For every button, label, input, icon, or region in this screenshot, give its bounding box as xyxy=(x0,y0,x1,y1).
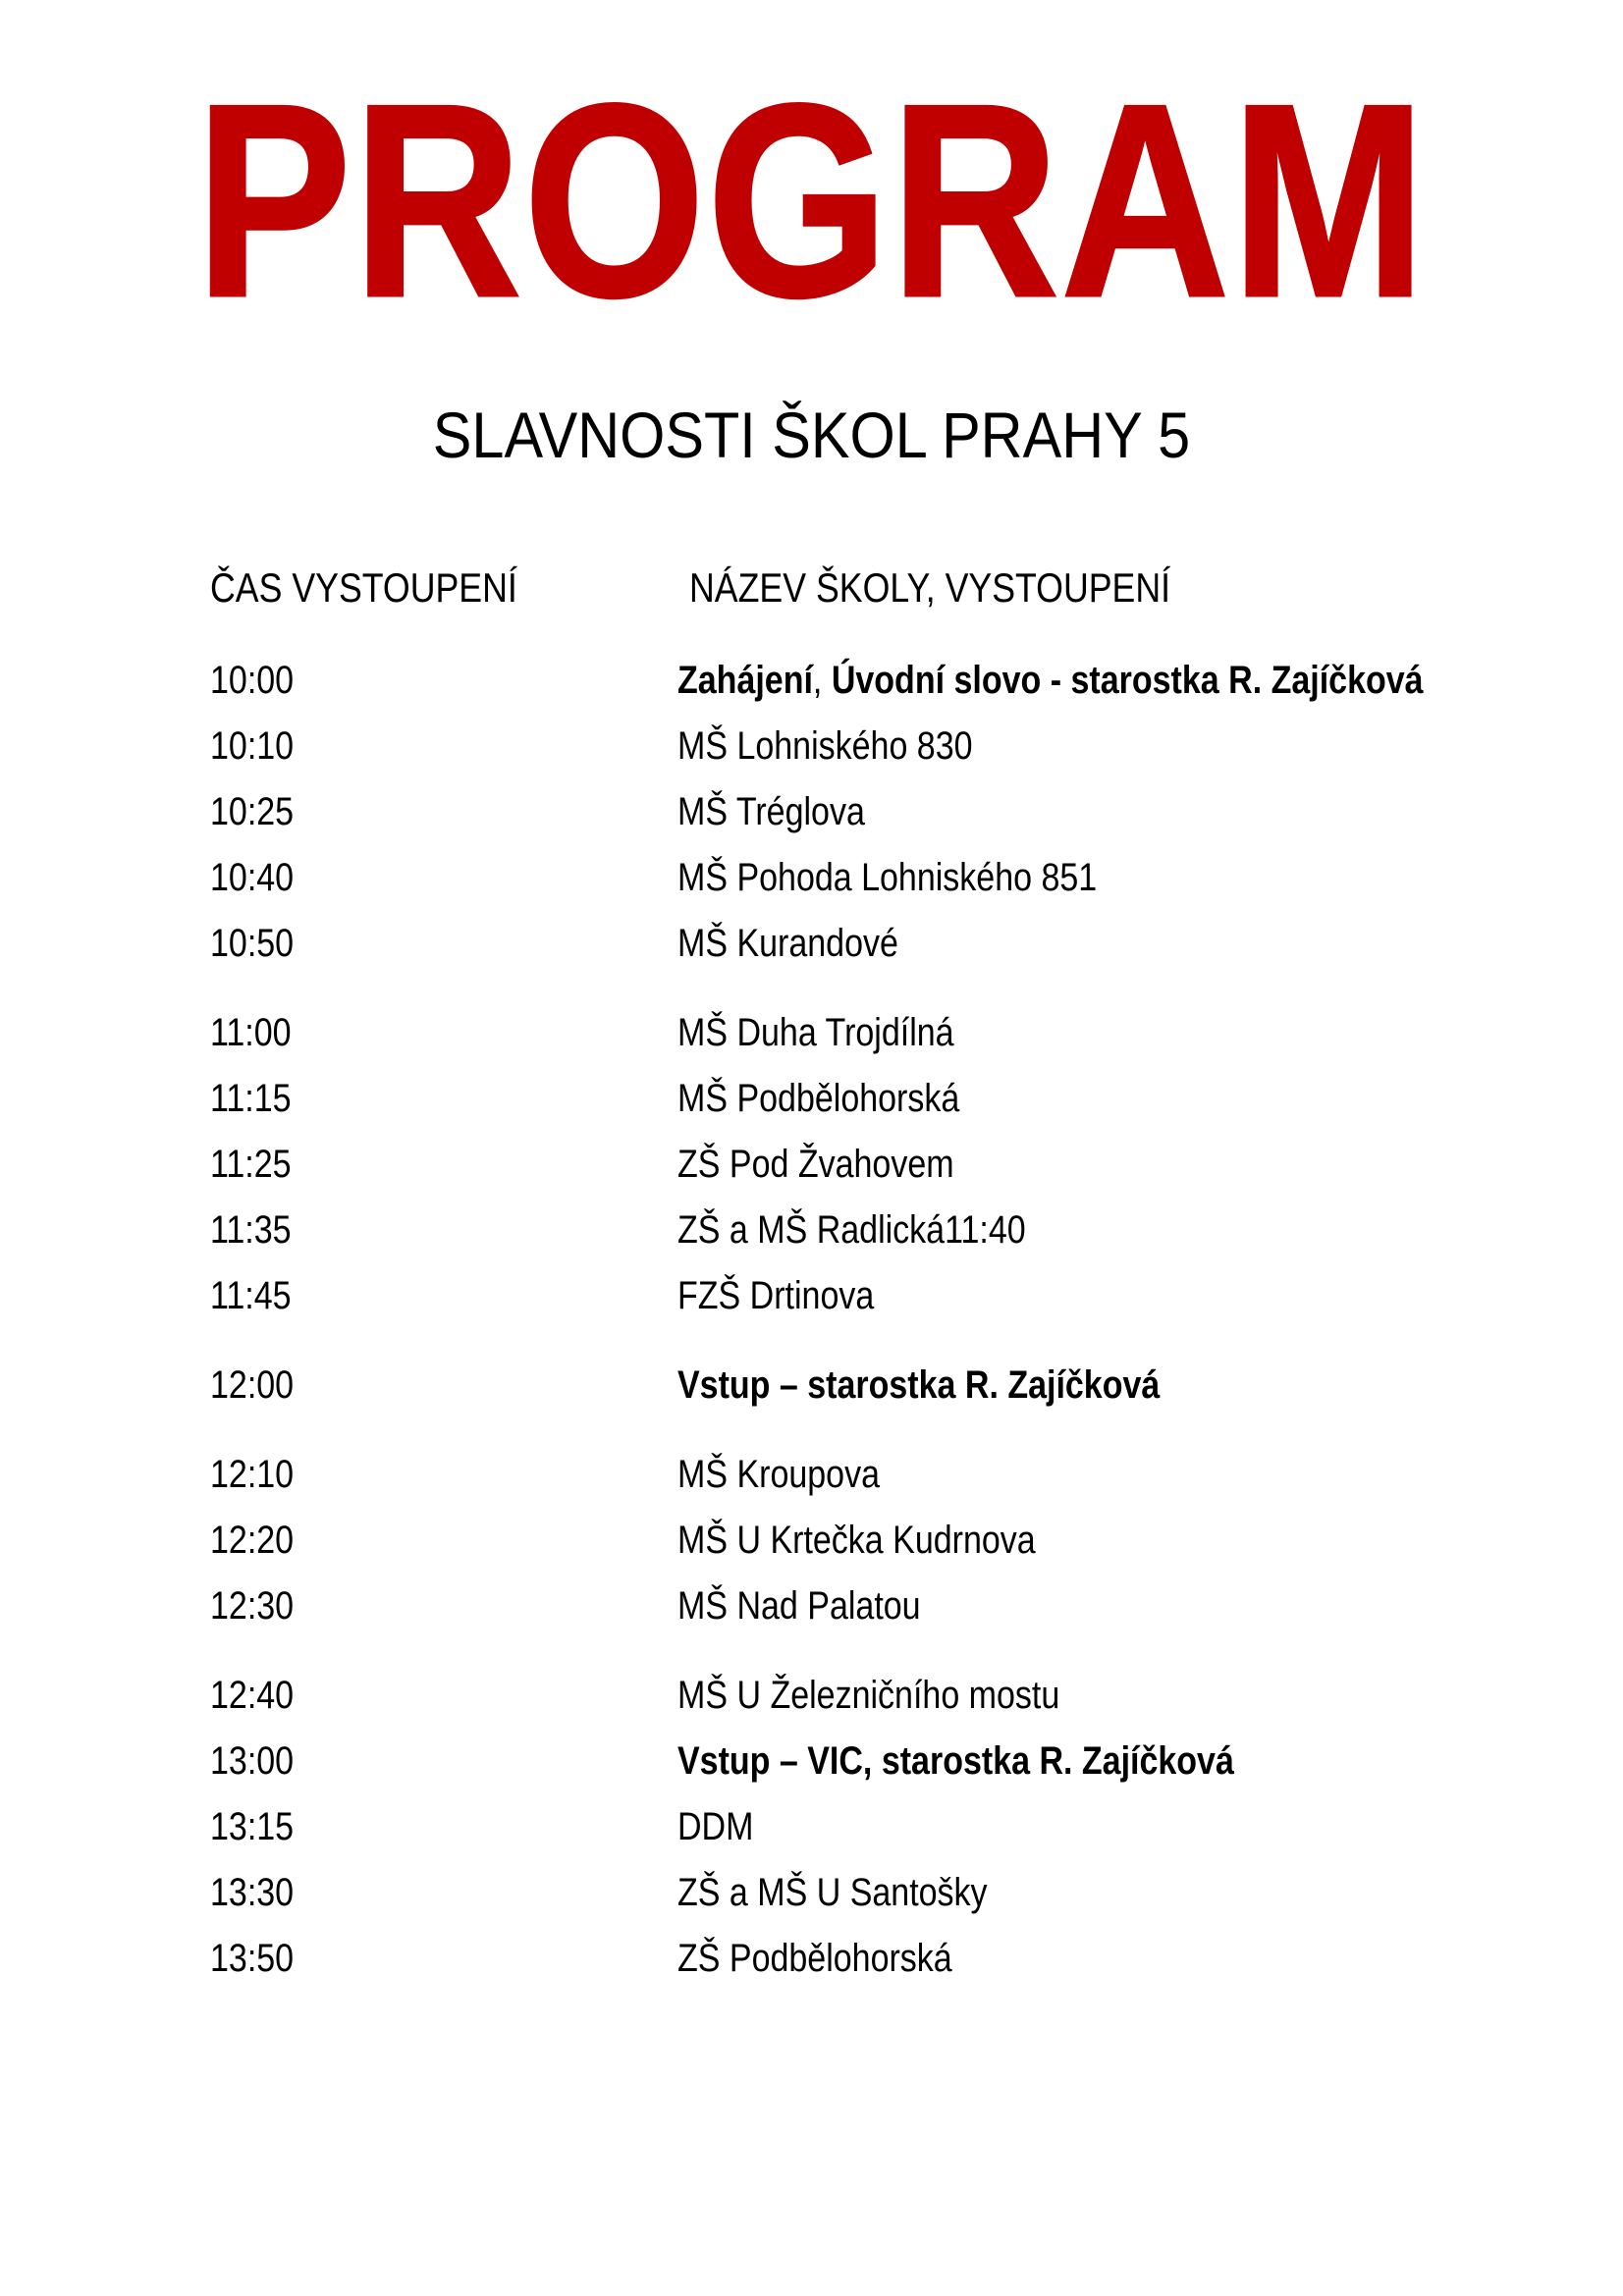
school-name-cell xyxy=(677,1729,1234,1794)
school-name-text: MŠ Kroupova xyxy=(677,1453,880,1496)
schedule-row xyxy=(210,1000,1623,1066)
time-cell: 12:00 xyxy=(210,1363,295,1407)
schedule-row xyxy=(210,845,1623,911)
school-name-text: MŠ Kurandové xyxy=(677,922,898,965)
time-cell: 13:50 xyxy=(210,1937,295,1980)
time-cell: 12:10 xyxy=(210,1453,295,1496)
school-name-text: Vstup – VIC, starostka R. Zajíčková xyxy=(677,1739,1234,1783)
school-name-cell xyxy=(677,1663,1059,1729)
time-column-header: ČAS VYSTOUPENÍ xyxy=(210,564,517,611)
schedule-row xyxy=(210,1442,1623,1508)
time-cell: 10:50 xyxy=(210,922,295,965)
school-name-cell xyxy=(677,911,898,977)
time-cell: 11:45 xyxy=(210,1274,292,1317)
school-name-cell xyxy=(677,1263,874,1329)
school-name-cell xyxy=(677,1132,954,1198)
school-name-cell xyxy=(677,1198,1026,1263)
school-name-cell xyxy=(677,1000,954,1066)
school-name-cell xyxy=(677,1926,952,1992)
schedule-row xyxy=(210,648,1623,714)
schedule-row xyxy=(210,1066,1623,1132)
schedule-row xyxy=(210,1198,1623,1263)
schedule-row xyxy=(210,1263,1623,1329)
schedule-row xyxy=(210,1663,1623,1729)
school-name-text: MŠ U Železničního mostu xyxy=(677,1674,1060,1717)
school-name-text: MŠ U Krtečka Kudrnova xyxy=(677,1519,1036,1562)
time-cell: 13:00 xyxy=(210,1739,295,1783)
time-cell: 13:15 xyxy=(210,1805,295,1848)
schedule-row xyxy=(210,1353,1623,1418)
time-cell: 11:15 xyxy=(210,1077,292,1120)
school-name-text: MŠ Pohoda Lohniského 851 xyxy=(677,856,1098,899)
time-cell: 12:20 xyxy=(210,1519,295,1562)
school-name-text: ZŠ Pod Žvahovem xyxy=(677,1143,954,1186)
page-subtitle: SLAVNOSTI ŠKOL PRAHY 5 xyxy=(432,399,1191,471)
school-name-text: Vstup – starostka R. Zajíčková xyxy=(677,1363,1161,1407)
time-cell: 10:10 xyxy=(210,724,295,768)
time-cell: 10:40 xyxy=(210,856,295,899)
school-name-text: Úvodní slovo - starostka R. Zajíčková xyxy=(831,659,1424,702)
time-cell: 10:25 xyxy=(210,790,295,833)
school-name-text: MŠ Tréglova xyxy=(677,790,865,833)
schedule-row xyxy=(210,1729,1623,1794)
school-name-text: DDM xyxy=(677,1805,754,1848)
school-name-cell xyxy=(677,779,865,845)
school-name-cell xyxy=(677,714,973,779)
schedule-row xyxy=(210,1508,1623,1574)
school-name-cell xyxy=(677,648,1424,714)
schedule-row xyxy=(210,714,1623,779)
time-cell: 11:35 xyxy=(210,1208,292,1252)
school-name-text: MŠ Nad Palatou xyxy=(677,1584,921,1628)
name-column-header: NÁZEV ŠKOLY, VYSTOUPENÍ xyxy=(689,564,1171,611)
school-name-cell xyxy=(677,1574,921,1639)
school-name-text: ZŠ a MŠ Radlická11:40 xyxy=(677,1208,1026,1252)
schedule-row xyxy=(210,1926,1623,1992)
school-name-text: Zahájení xyxy=(677,659,813,702)
school-name-cell xyxy=(677,1508,1036,1574)
school-name-cell xyxy=(677,1353,1160,1418)
time-cell: 11:25 xyxy=(210,1143,292,1186)
schedule-row xyxy=(210,1574,1623,1639)
time-cell: 12:30 xyxy=(210,1584,295,1628)
table-header xyxy=(210,555,1623,620)
time-cell: 10:00 xyxy=(210,659,295,702)
schedule-row xyxy=(210,779,1623,845)
time-cell: 12:40 xyxy=(210,1674,295,1717)
schedule-row xyxy=(210,1794,1623,1860)
schedule-group xyxy=(210,1663,1623,1992)
time-cell: 13:30 xyxy=(210,1871,295,1914)
school-name-cell xyxy=(677,1442,880,1508)
schedule-row xyxy=(210,1132,1623,1198)
school-name-text: MŠ Podbělohorská xyxy=(677,1077,960,1120)
schedule-row xyxy=(210,911,1623,977)
page-title: PROGRAM xyxy=(195,48,1428,354)
schedule-group xyxy=(210,648,1623,977)
school-name-text: MŠ Lohniského 830 xyxy=(677,724,973,768)
school-name-cell xyxy=(677,1066,959,1132)
school-name-text: , xyxy=(812,659,832,702)
schedule-row xyxy=(210,1860,1623,1926)
school-name-cell xyxy=(677,1860,988,1926)
schedule-group xyxy=(210,1442,1623,1639)
schedule-group xyxy=(210,1000,1623,1329)
school-name-text: MŠ Duha Trojdílná xyxy=(677,1011,954,1054)
time-cell: 11:00 xyxy=(210,1011,292,1054)
school-name-cell xyxy=(677,1794,753,1860)
school-name-cell xyxy=(677,845,1097,911)
schedule-list xyxy=(210,648,1623,1992)
school-name-text: ZŠ a MŠ U Santošky xyxy=(677,1871,988,1914)
schedule-group xyxy=(210,1353,1623,1418)
school-name-text: ZŠ Podbělohorská xyxy=(677,1937,952,1980)
school-name-text: FZŠ Drtinova xyxy=(677,1274,875,1317)
